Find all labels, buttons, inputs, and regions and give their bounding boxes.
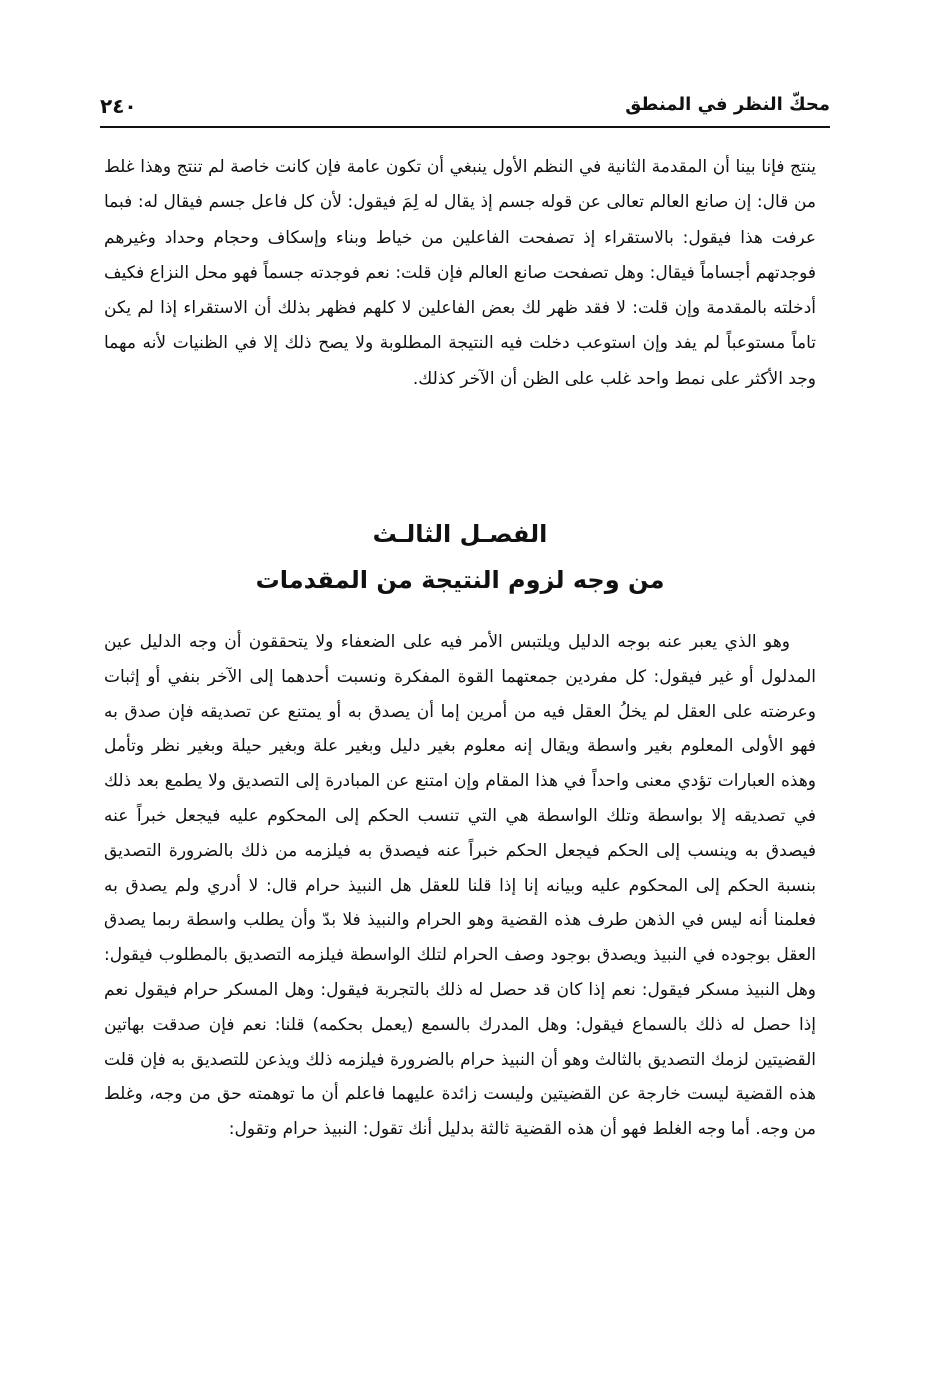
page-number: ٢٤٠ <box>100 94 137 118</box>
running-header <box>100 92 830 128</box>
paragraph-body: وهو الذي يعبر عنه بوجه الدليل ويلتبس الأمر فيه على الضعفاء ولا يتحققون أن وجه الدليل عين المدلول أو غير فيقول: كل مفردين جمعتهما القوة المفكرة ونسبت أحدهما إلى الآخر بنفي أو إثبات وعرضته على العقل لم يخلُ العقل فيه من أمرين إما أن يصدق به أو يمتنع عن تصديقه فإن صدق به فهو الأولى المعلوم بغير واسطة ويقال إنه معلوم بغير دليل وبغير علة وبغير حيلة وبغير نظر وتأمل وهذه العبارات تؤدي معنى واحداً في هذا المقام وإن امتنع عن المبادرة إلى التصديق ولا يطمع بعد ذلك في تصديقه إلا بواسطة وتلك الواسطة هي التي تنسب الحكم إلى المحكوم عليه فيجعل خبراً عنه فيصدق به وينسب إلى الحكم فيجعل الحكم خبراً عنه فيصدق به فيلزمه من ذلك بالضرورة التصديق بنسبة الحكم إلى المحكوم عليه وبيانه إنا إذا قلنا للعقل هل النبيذ حرام قال: لا أدري ولم يصدق به فعلمنا أنه ليس في الذهن طرف هذه القضية وهو الحرام والنبيذ فلا بدّ وأن يطلب واسطة ربما يصدق العقل بوجوده في النبيذ ويصدق بوجود وصف الحرام لتلك الواسطة فيلزمه التصديق بالمطلوب فيقول: وهل النبيذ مسكر فيقول: نعم إذا كان قد حصل له ذلك بالتجربة فيقول: وهل المسكر حرام فيقول نعم إذا حصل له ذلك بالسماع فيقول: وهل المدرك بالسمع (يعمل بحكمه) قلنا: نعم فإن صدقت بهاتين القضيتين لزمك التصديق بالثالث وهو أن النبيذ حرام بالضرورة فيلزمه ذلك ويذعن للتصديق به فإن قلت هذه القضية ليست خارجة عن القضيتين وليست زائدة عليهما فاعلم أن ما توهمته حق من وجه، وغلط من وجه. أما وجه الغلط فهو أن هذه القضية ثالثة بدليل أنك تقول: النبيذ حرام وتقول: <box>104 632 816 1140</box>
header-divider <box>100 126 830 128</box>
book-title: محكّ النظر في المنطق <box>625 94 830 115</box>
section-title: من وجه لزوم النتيجة من المقدمات <box>255 566 665 594</box>
paragraph-continuation: ينتج فإنا بينا أن المقدمة الثانية في النظم الأول ينبغي أن تكون عامة فإن كانت خاصة لم تنتج وهذا غلط من قال: إن صانع العالم تعالى عن قوله جسم إذ يقال له لِمَ فيقول: لأن كل فاعل جسم فيقال له: فبما عرفت هذا فيقول: بالاستقراء إذ تصفحت الفاعلين من خياط وبناء وإسكاف وحجام وحداد وغيرهم فوجدتهم أجساماً فيقال: وهل تصفحت صانع العالم فإن قلت: نعم فوجدته جسماً فهو محل النزاع فكيف أدخلته بالمقدمة وإن قلت: لا فقد ظهر لك بعض الفاعلين لا كلهم فظهر بذلك أن الاستقراء إذا لم يكن تاماً مستوعباً لم يفد وإن استوعب دخلت فيه النتيجة المطلوبة ولا يصح ذلك إلا في الظنيات لأنه مهما وجد الأكثر على نمط واحد غلب على الظن أن الآخر كذلك. <box>104 157 816 389</box>
chapter-heading: الفصـل الثالـث <box>372 520 548 548</box>
